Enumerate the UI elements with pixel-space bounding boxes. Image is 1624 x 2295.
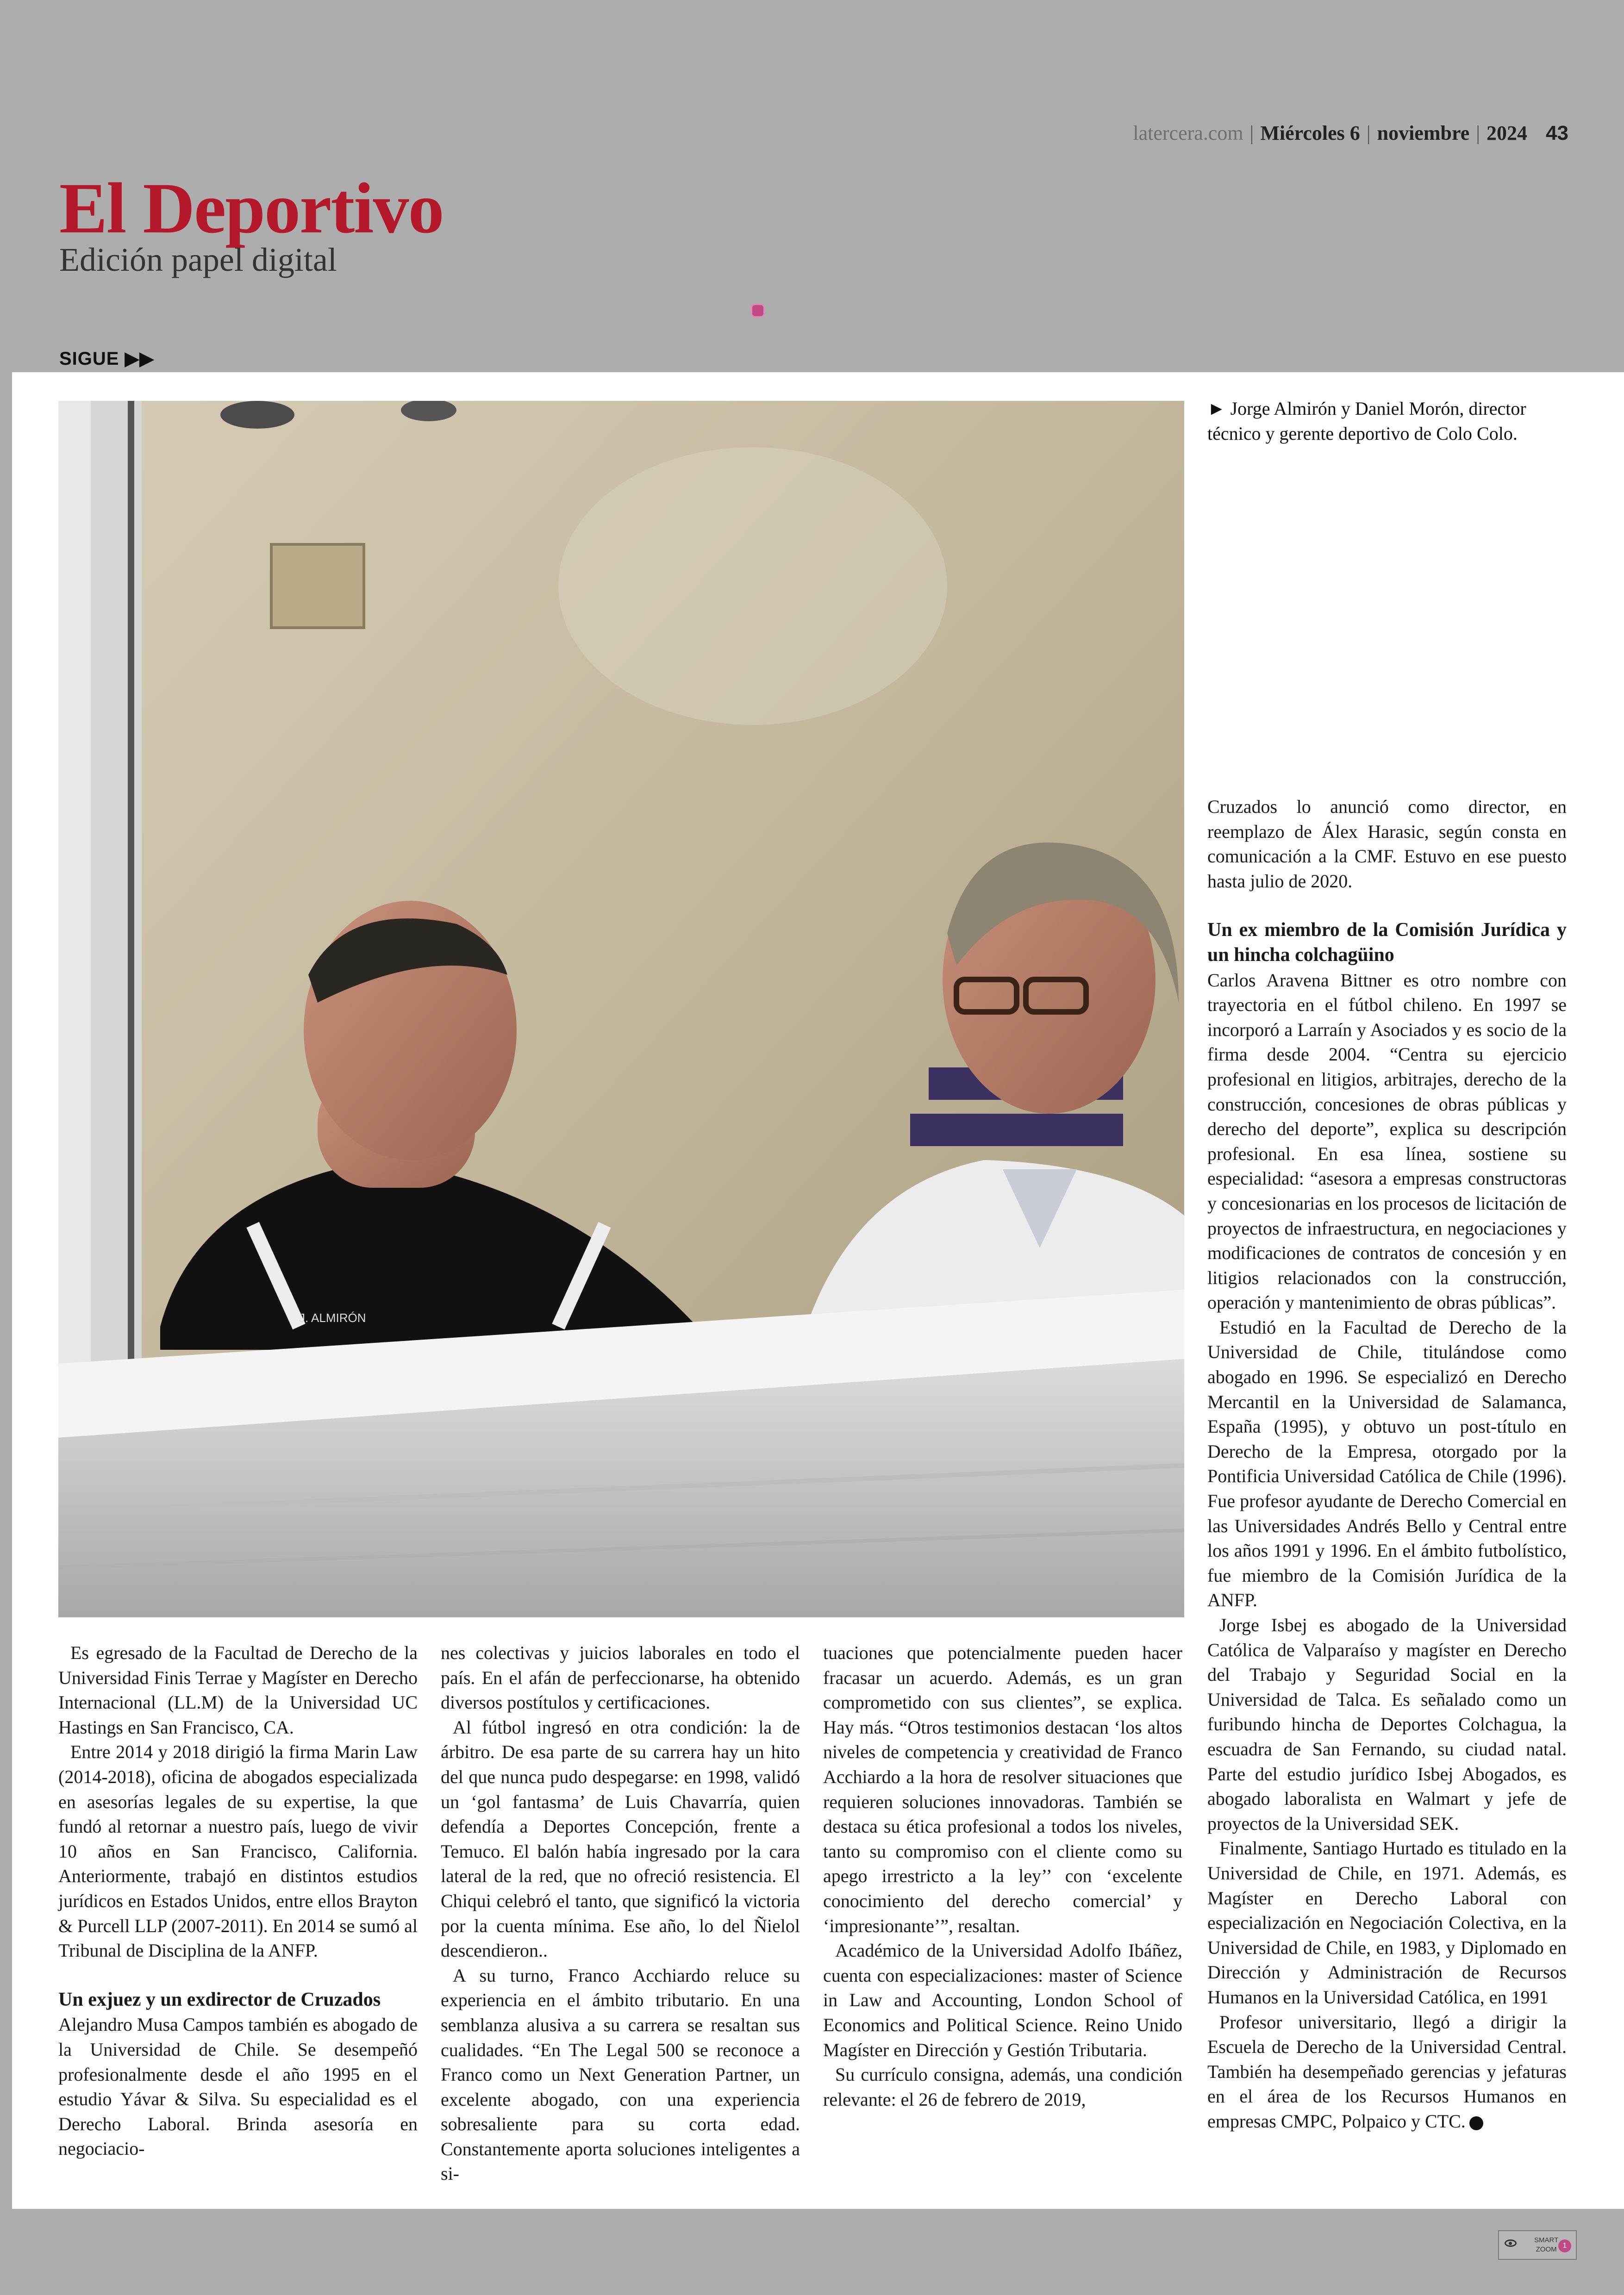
article-column-4 (1207, 794, 1567, 2133)
site-name[interactable]: latercera.com (1133, 122, 1243, 144)
paragraph: Es egresado de la Facultad de Derecho de la Universidad Finis Terrae y Magíster en Derecho Internacional (LL.M) de la Universidad UC Hastings en San Francisco, CA. (58, 1642, 418, 1738)
smart-zoom-label: SMART ZOOM (1534, 2236, 1559, 2253)
smart-zoom-badge: 1 (1558, 2239, 1571, 2252)
paragraph: Cruzados lo anunció como director, en reemplazo de Álex Harasic, según consta en comunicación a la CMF. Estuvo en ese puesto hasta julio de 2020. (1207, 796, 1567, 892)
brand-title: El Deportivo (59, 168, 443, 248)
paragraph: Alejandro Musa Campos también es abogado de la Universidad de Chile. Se desempeñó profesionalmente desde el año 1995 en el estudio Yávar & Silva. Su especialidad es el Derecho Laboral. Brinda asesoría en negociacio- (58, 2014, 418, 2159)
article-column-2 (441, 1640, 800, 2186)
page-number: 43 (1546, 122, 1568, 144)
sigue-label: SIGUE ▶▶ (59, 349, 155, 369)
end-of-article-icon (1469, 2116, 1483, 2130)
window-frame-left (58, 401, 91, 1419)
paragraph (1207, 2010, 1567, 2134)
ceiling-light (220, 401, 294, 429)
subheading: Un exjuez y un exdirector de Cruzados (58, 1989, 381, 2010)
separator: | (1476, 122, 1480, 144)
issue-year: 2024 (1487, 122, 1528, 144)
subheading: Un ex miembro de la Comisión Jurídica y un hincha colchagüino (1207, 919, 1567, 966)
photo-caption: ► Jorge Almirón y Daniel Morón, director técnico y gerente deportivo de Colo Colo. (1207, 398, 1526, 444)
article-photo (58, 401, 1184, 1617)
issue-weekday: Miércoles 6 (1260, 122, 1360, 144)
issue-month: noviembre (1377, 122, 1470, 144)
paragraph: Carlos Aravena Bittner es otro nombre con trayectoria en el fútbol chileno. En 1997 se incorporó a Larraín y Asociados y es socio de la firma desde 2004. “Centra su ejercicio profesional en litigios, arbitrajes, derecho de la construcción, concesiones de obras públicas y derecho del deporte”, explica su descripción profesional. En esa línea, sostiene su especialidad: “asesora a empresas constructoras y concesionarias en los procesos de licitación de proyectos de infraestructura, en negociaciones y modificaciones de contratos de concesión y en litigios relacionados con la construcción, operación y mantenimiento de obras públicas”. (1207, 969, 1567, 1313)
paragraph: Jorge Isbej es abogado de la Universidad Católica de Valparaíso y magíster en Derecho del Trabajo y Seguridad Social en la Universidad de Talca. Es señalado como un furibundo hincha de Deportes Colchagua, la escuadra de San Fernando, su ciudad natal. Parte del estudio jurídico Isbej Abogados, es abogado laboralista en Walmart y jefe de proyectos de la Universidad SEK. (1207, 1615, 1567, 1834)
paragraph: tuaciones que potencialmente pueden hacer fracasar un acuerdo. Además, es un gran comprometido con sus clientes”, se explica. Hay más. “Otros testimonios destacan ‘los altos niveles de competencia y creatividad de Franco Acchiardo a la hora de resolver situaciones que requieren soluciones innovadoras. También se destaca su ética profesional a todos los niveles, tanto su compromiso con el cliente como su apego irrestricto a la ley’’ con ‘excelente conocimiento del derecho comercial’ y ‘impresionante’”, resaltan. (823, 1642, 1182, 1936)
paragraph: Al fútbol ingresó en otra condición: la de árbitro. De esa parte de su carrera hay un hito del que nunca pudo despegarse: en 1998, validó un ‘gol fantasma’ de Luis Chavarría, quien defendía a Deportes Concepción, frente a Temuco. El balón había ingresado por la cara lateral de la red, que no ofreció resistencia. El Chiqui celebró el tanto, que significó la victoria por la cuenta mínima. Ese año, lo del Ñielol descendieron.. (441, 1716, 800, 1961)
paragraph: Finalmente, Santiago Hurtado es titulado en la Universidad de Chile, en 1971. Además, es Magíster en Derecho Laboral con especialización en Negociación Colectiva, en la Universidad de Chile, en 1983, y Diplomado en Dirección y Administración de Recursos Humanos en la Universidad Católica, en 1991 (1207, 1838, 1567, 2008)
separator: | (1249, 122, 1254, 144)
paragraph: nes colectivas y juicios laborales en todo el país. En el afán de perfeccionarse, ha obtenido diversos postítulos y certificaciones. (441, 1642, 800, 1713)
brand-subtitle: Edición papel digital (59, 241, 337, 278)
article-column-3 (823, 1640, 1182, 2112)
photo-illustration (58, 401, 1184, 1617)
paragraph: A su turno, Franco Acchiardo reluce su experiencia en el ámbito tributario. En una semblanza alusiva a su carrera se resaltan sus cualidades. “En The Legal 500 se reconoce a Franco como un Next Generation Partner, un excelente abogado, con una experiencia sobresaliente para su corta edad. Constantemente aporta soluciones inteligentes a si- (441, 1964, 800, 2184)
instagram-icon[interactable] (751, 304, 765, 318)
paragraph: Estudió en la Facultad de Derecho de la Universidad de Chile, titulándose como abogado en 1996. Se especializó en Derecho Mercantil en la Universidad de Salamanca, España (1995), y obtuvo un post-título en Derecho de la Empresa, otorgado por la Pontificia Universidad Católica de Chile (1996). Fue profesor ayudante de Derecho Comercial en las Universidades Andrés Bello y Central entre los años 1991 y 1996. En el ámbito futbolístico, fue miembro de la Comisión Jurídica de la ANFP. (1207, 1316, 1567, 1611)
separator: | (1366, 122, 1371, 144)
paragraph: Académico de la Universidad Adolfo Ibáñez, cuenta con especializaciones: master of Science in Law and Accounting, London School of Economics and Political Science. Reino Unido Magíster en Dirección y Gestión Tributaria. (823, 1940, 1182, 2060)
paragraph: Su currículo consigna, además, una condición relevante: el 26 de febrero de 2019, (823, 2064, 1182, 2110)
paragraph: Entre 2014 y 2018 dirigió la firma Marin Law (2014-2018), oficina de abogados especializada en asesorías legales de su expertise, la que fundó al retornar a nuestro país, luego de vivir 10 años en San Francisco, California. Anteriormente, trabajó en distintos estudios jurídicos en Estados Unidos, entre ellos Brayton & Purcell LLP (2007-2011). En 2014 se sumó al Tribunal de Disciplina de la ANFP. (58, 1741, 418, 1961)
smart-zoom-button[interactable] (1498, 2230, 1577, 2260)
eye-icon (1505, 2239, 1517, 2247)
issue-dateline (1133, 121, 1568, 145)
article-column-1 (58, 1640, 418, 2161)
shirt-text: J. ALMIRÓN (299, 1311, 366, 1325)
wall-socket (271, 544, 364, 628)
paragraph-text: Profesor universitario, llegó a dirigir la Escuela de Derecho de la Universidad Central. También ha desempeñado gerencias y jefaturas en el área de los Recursos Humanos en empresas CMPC, Polpaico y CTC. (1207, 2011, 1567, 2132)
